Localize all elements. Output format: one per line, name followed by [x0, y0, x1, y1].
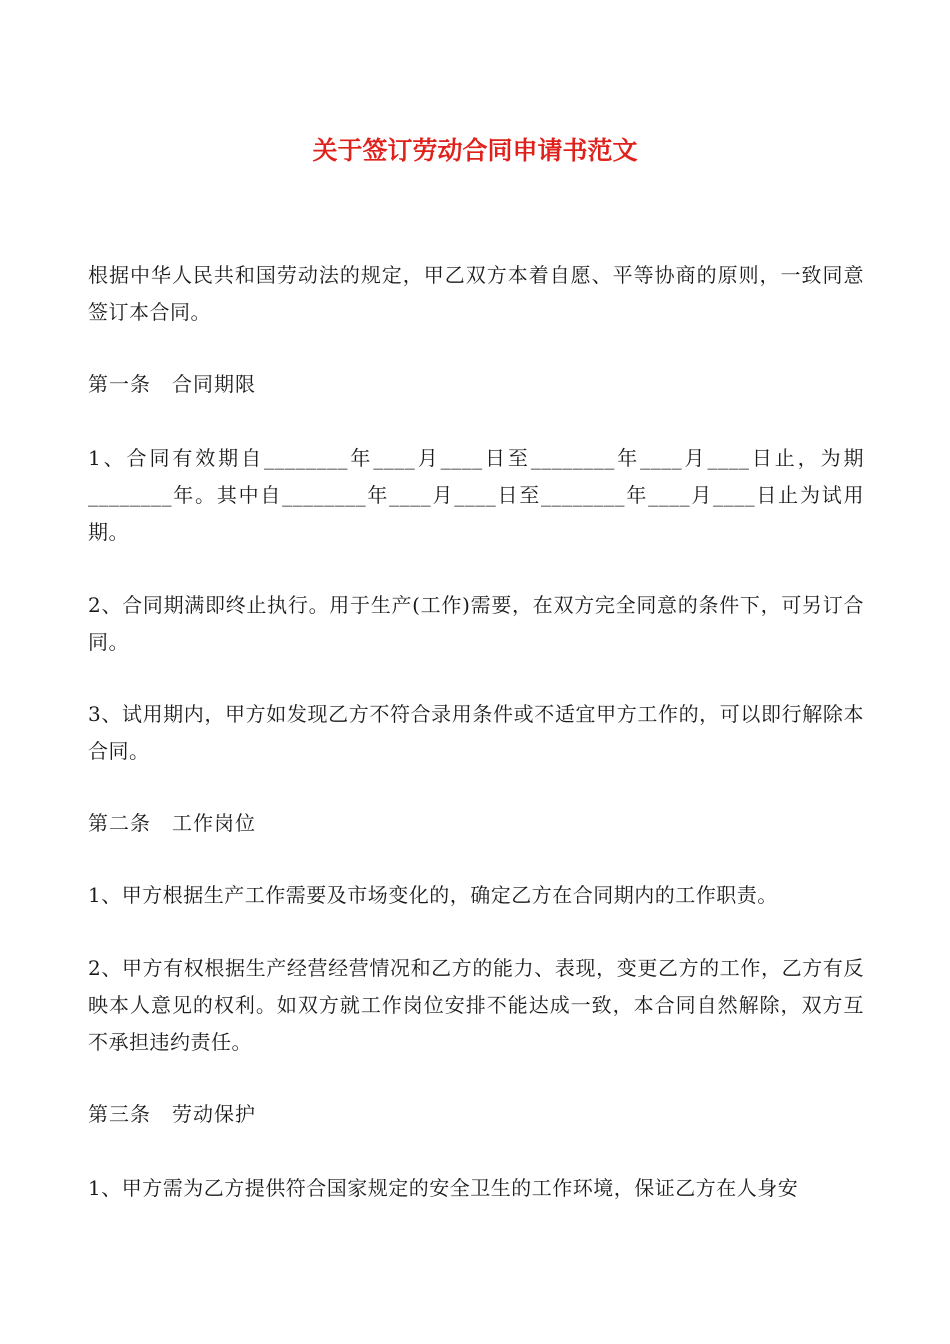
- article-1-item-3: 3、试用期内，甲方如发现乙方不符合录用条件或不适宜甲方工作的，可以即行解除本合同。: [88, 702, 864, 763]
- article-1-item-2: 2、合同期满即终止执行。用于生产(工作)需要，在双方完全同意的条件下，可另订合同。: [88, 593, 864, 654]
- article-1-heading: 第一条 合同期限: [88, 372, 256, 396]
- article-2-item-2: 2、甲方有权根据生产经营经营情况和乙方的能力、表现，变更乙方的工作，乙方有反映本人意见的权利。如双方就工作岗位安排不能达成一致，本合同自然解除，双方互不承担违约责任。: [88, 956, 864, 1054]
- article-2-item-1: 1、甲方根据生产工作需要及市场变化的，确定乙方在合同期内的工作职责。: [88, 883, 778, 907]
- intro-paragraph: 根据中华人民共和国劳动法的规定，甲乙双方本着自愿、平等协商的原则，一致同意签订本合同。: [88, 263, 864, 324]
- article-3-heading: 第三条 劳动保护: [88, 1102, 256, 1126]
- article-2-heading: 第二条 工作岗位: [88, 811, 256, 835]
- document-title: 关于签订劳动合同申请书范文: [312, 136, 638, 165]
- article-3-item-1: 1、甲方需为乙方提供符合国家规定的安全卫生的工作环境，保证乙方在人身安: [88, 1176, 799, 1200]
- article-1-item-1: 1、合同有效期自________年____月____日至________年____月____日止，为期________年。其中自________年____月____日至________年____月____日止为试用期。: [88, 446, 864, 544]
